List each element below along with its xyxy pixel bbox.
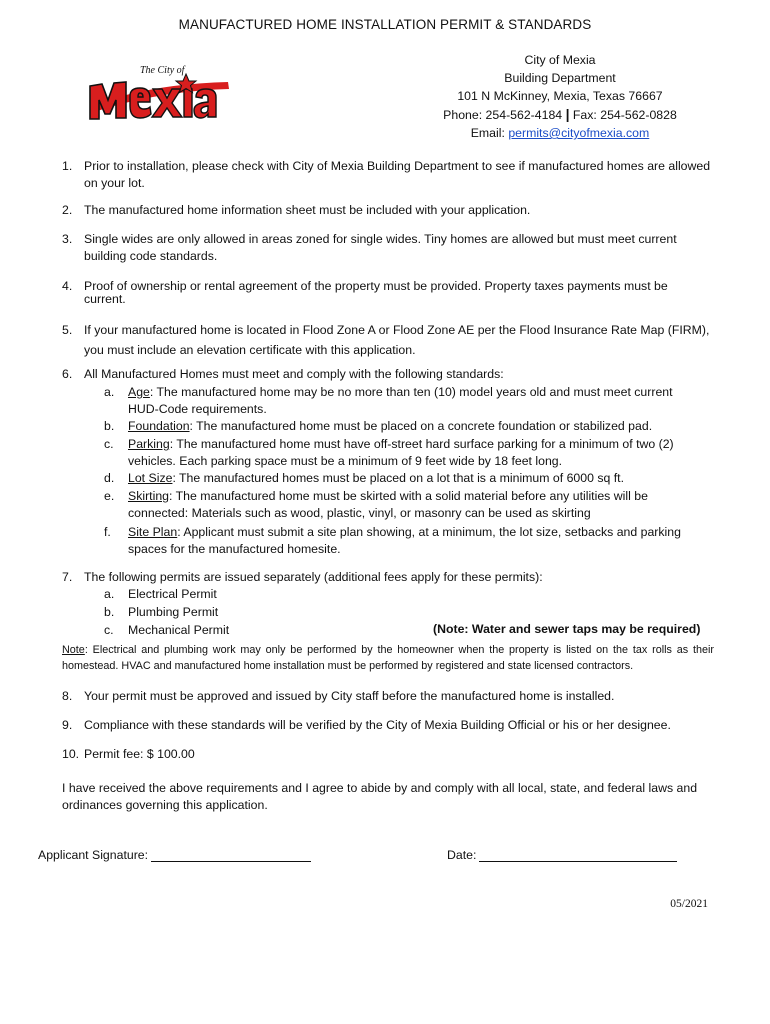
date-field[interactable] (447, 848, 677, 862)
phone-fax-line (410, 105, 710, 124)
list-item: 1. Prior to installation, please check with City of Mexia Building Department to see if manufactured homes are allowed on your lot. (62, 159, 711, 190)
standard-item: a. Age: The manufactured home may be no more than ten (10) model years old and must meet current HUD-Code requirements. (104, 385, 673, 416)
standard-term: Skirting (128, 489, 170, 503)
standard-term: Foundation (128, 419, 190, 433)
standard-item: d. Lot Size: The manufactured homes must be placed on a lot that is a minimum of 6000 sq ft. (104, 471, 625, 485)
water-sewer-note: (Note: Water and sewer taps may be required) (433, 622, 701, 636)
date-label: Date: (447, 848, 477, 862)
city-logo (78, 62, 243, 124)
note-label: Note (62, 644, 85, 656)
list-item: 10. Permit fee: $ 100.00 (62, 747, 195, 761)
email-link[interactable]: permits@cityofmexia.com (508, 126, 650, 140)
standard-item: e. Skirting: The manufactured home must be skirted with a solid material before any utilities will be connected: Materials such as wood, plastic, vinyl, or masonry can be used as skirting (104, 489, 648, 520)
org-name: City of Mexia (524, 53, 596, 67)
list-item: 2. The manufactured home information sheet must be included with your application. (62, 203, 531, 217)
standard-term: Site Plan (128, 525, 178, 539)
phone: Phone: 254-562-4184 (443, 108, 563, 122)
signature-label: Applicant Signature: (38, 848, 149, 862)
signature-line[interactable] (151, 848, 311, 862)
permit-item: a. Electrical Permit (104, 587, 217, 601)
list-item: 8. Your permit must be approved and issued by City staff before the manufactured home is installed. (62, 689, 615, 703)
standard-term: Lot Size (128, 471, 173, 485)
standard-term: Age (128, 385, 150, 399)
separator: | (565, 106, 570, 122)
standard-item: c. Parking: The manufactured home must have off-street hard surface parking for a minimum of two (2) vehicles. Each parking space must be a minimum of 9 feet wide by 18 feet long. (104, 437, 674, 468)
note-text: : Electrical and plumbing work may only be performed by the homeowner when the property is listed on the tax rolls as their homestead. HVAC and manufactured home installation must be performed by registered and state licensed contractors. (62, 644, 714, 672)
email-label: Email: (470, 126, 505, 140)
list-item: 4. Proof of ownership or rental agreement of the property must be provided. Property taxes payments must be current. (62, 279, 668, 306)
logo-tagline: The City of (140, 65, 185, 76)
permit-item: b. Plumbing Permit (104, 605, 219, 619)
fax: Fax: 254-562-0828 (572, 108, 677, 122)
list-item: 9. Compliance with these standards will be verified by the City of Mexia Building Official or his or her designee. (62, 718, 671, 732)
list-item: 3. Single wides are only allowed in areas zoned for single wides. Tiny homes are allowed but must meet current building code standards. (62, 232, 677, 263)
note-paragraph (62, 642, 714, 674)
standard-item: f. Site Plan: Applicant must submit a site plan showing, at a minimum, the lot size, setbacks and parking spaces for the manufactured homesite. (104, 525, 681, 556)
department: Building Department (504, 71, 616, 85)
list-item: 5. If your manufactured home is located in Flood Zone A or Flood Zone AE per the Flood Insurance Rate Map (FIRM), you must include an elevation certificate with this application. (62, 323, 710, 357)
standard-item: b. Foundation: The manufactured home must be placed on a concrete foundation or stabilized pad. (104, 419, 653, 433)
revision-date: 05/2021 (670, 898, 708, 910)
address: 101 N McKinney, Mexia, Texas 76667 (457, 89, 663, 103)
contact-block (410, 51, 710, 142)
list-item: 7. The following permits are issued separately (additional fees apply for these permits): (62, 570, 543, 584)
list-item: 6. All Manufactured Homes must meet and comply with the following standards: (62, 367, 504, 381)
permit-item: c. Mechanical Permit (104, 623, 230, 637)
acknowledgement: I have received the above requirements and I agree to abide by and comply with all local, state, and federal laws and ordinances governing this application. (62, 781, 698, 812)
email-line (410, 124, 710, 142)
date-line[interactable] (479, 848, 677, 862)
standard-term: Parking (128, 437, 170, 451)
page-title: MANUFACTURED HOME INSTALLATION PERMIT & STANDARDS (178, 17, 592, 32)
signature-field[interactable] (38, 848, 311, 862)
